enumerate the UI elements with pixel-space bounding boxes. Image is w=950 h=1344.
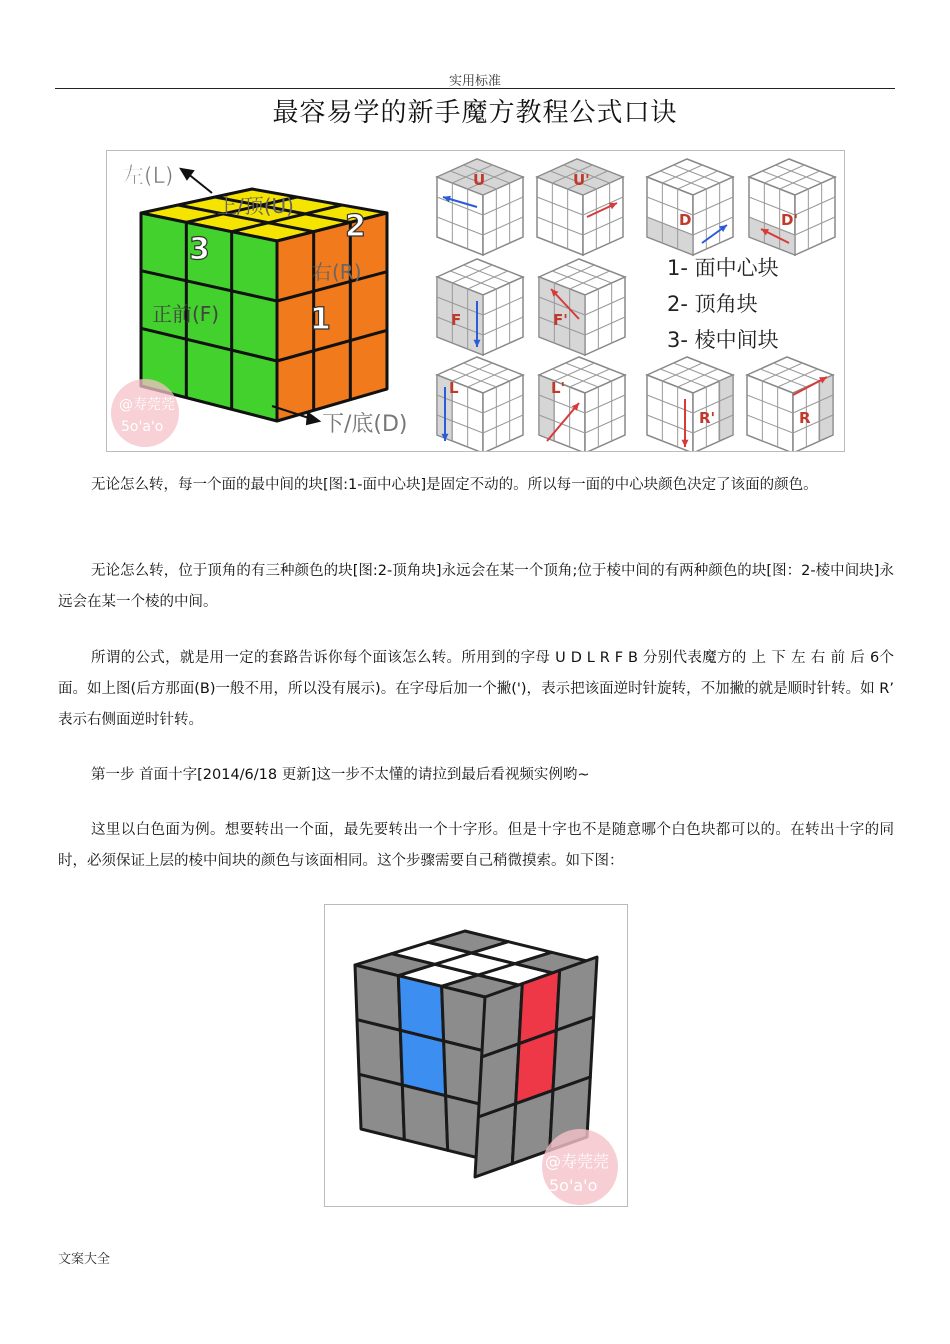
legend-item-corner: 2- 顶角块: [667, 292, 758, 316]
legend-item-center: 1- 面中心块: [667, 256, 779, 280]
move-cube-0: [437, 159, 523, 255]
paragraph-center-pieces: 无论怎么转，每一个面的最中间的块[图:1-面中心块]是固定不动的。所以每一面的中心块颜色决定了该面的颜色。: [91, 477, 818, 493]
white-cross-figure: [324, 904, 628, 1207]
paragraph-white-cross: 这里以白色面为例。想要转出一个面，最先要转出一个十字形。但是十字也不是随意哪个白色块都可以的。在转出十字的同时，必须保证上层的棱中间块的颜色与该面相同。这个步骤需要自己稍微摸索。如下图：: [58, 822, 894, 869]
move-label-5: F': [553, 311, 568, 329]
watermark-2-line-2: 5o'a'o: [549, 1176, 598, 1195]
label-front: 正前(F): [152, 302, 220, 326]
move-label-3: D': [781, 211, 799, 229]
legend-item-edge: 3- 棱中间块: [667, 328, 779, 352]
move-label-2: D: [679, 211, 692, 229]
move-cube-2: [647, 159, 733, 255]
move-label-9: R: [799, 409, 811, 427]
label-bottom: 下/底(D): [322, 412, 408, 437]
label-center-piece-number: 1: [310, 302, 331, 337]
watermark-line-1: @寿莞莞: [119, 397, 175, 413]
header-rule: [55, 88, 895, 89]
watermark-stamp: [111, 379, 179, 447]
paragraph-step-one-heading: 第一步 首面十字[2014/6/18 更新]这一步不太懂的请拉到最后看视频实例哟~: [91, 767, 590, 783]
move-cube-9: [747, 357, 833, 451]
move-label-0: U: [473, 171, 486, 189]
paragraph-corner-edge-pieces: 无论怎么转，位于顶角的有三种颜色的块[图:2-顶角块]永远会在某一个顶角;位于棱中间的有两种颜色的块[图：2-棱中间块]永远会在某一个棱的中间。: [58, 563, 894, 610]
move-cube-7: [539, 357, 625, 451]
cube-notation-figure: [106, 150, 845, 452]
label-left: 左(L): [122, 164, 174, 189]
label-edge-piece-number: 3: [189, 232, 210, 267]
move-label-4: F: [451, 311, 462, 329]
move-label-1: U': [573, 171, 590, 189]
page-footer-label: 文案大全: [58, 1252, 111, 1267]
move-label-6: L: [449, 379, 459, 397]
move-notation-cubes: [437, 159, 835, 451]
label-corner-piece-number: 2: [345, 209, 366, 244]
move-cube-3: [749, 159, 835, 255]
watermark-2-line-1: @寿莞莞: [545, 1152, 610, 1171]
page-header-label: 实用标准: [448, 74, 501, 89]
move-label-8: R': [699, 409, 716, 427]
page-title: 最容易学的新手魔方教程公式口诀: [272, 98, 678, 128]
watermark-line-2: 5o'a'o: [121, 419, 164, 435]
label-top: 上/顶(U): [217, 194, 294, 218]
move-cube-8: [647, 357, 733, 451]
white-cross-svg: [325, 905, 627, 1206]
move-label-7: L': [551, 379, 566, 397]
paragraph-notation: 所谓的公式，就是用一定的套路告诉你每个面该怎么转。所用到的字母 U D L R F B 分别代表魔方的 上 下 左 右 前 后 6个面。如上图(后方那面(B)一般不用，所以没有展示)。在字母后加一个撇(')，表示把该面逆时针旋转，不加撇的就是顺时针转。如 R’ 表示右侧面逆时针转。: [58, 650, 894, 728]
move-cube-1: [537, 159, 623, 255]
cube-notation-svg: [107, 151, 844, 451]
watermark-stamp-2: [542, 1129, 618, 1205]
move-cube-6: [437, 357, 523, 451]
move-cube-5: [539, 259, 625, 355]
label-right: 右(R): [312, 260, 362, 284]
move-cube-4: [437, 259, 523, 355]
